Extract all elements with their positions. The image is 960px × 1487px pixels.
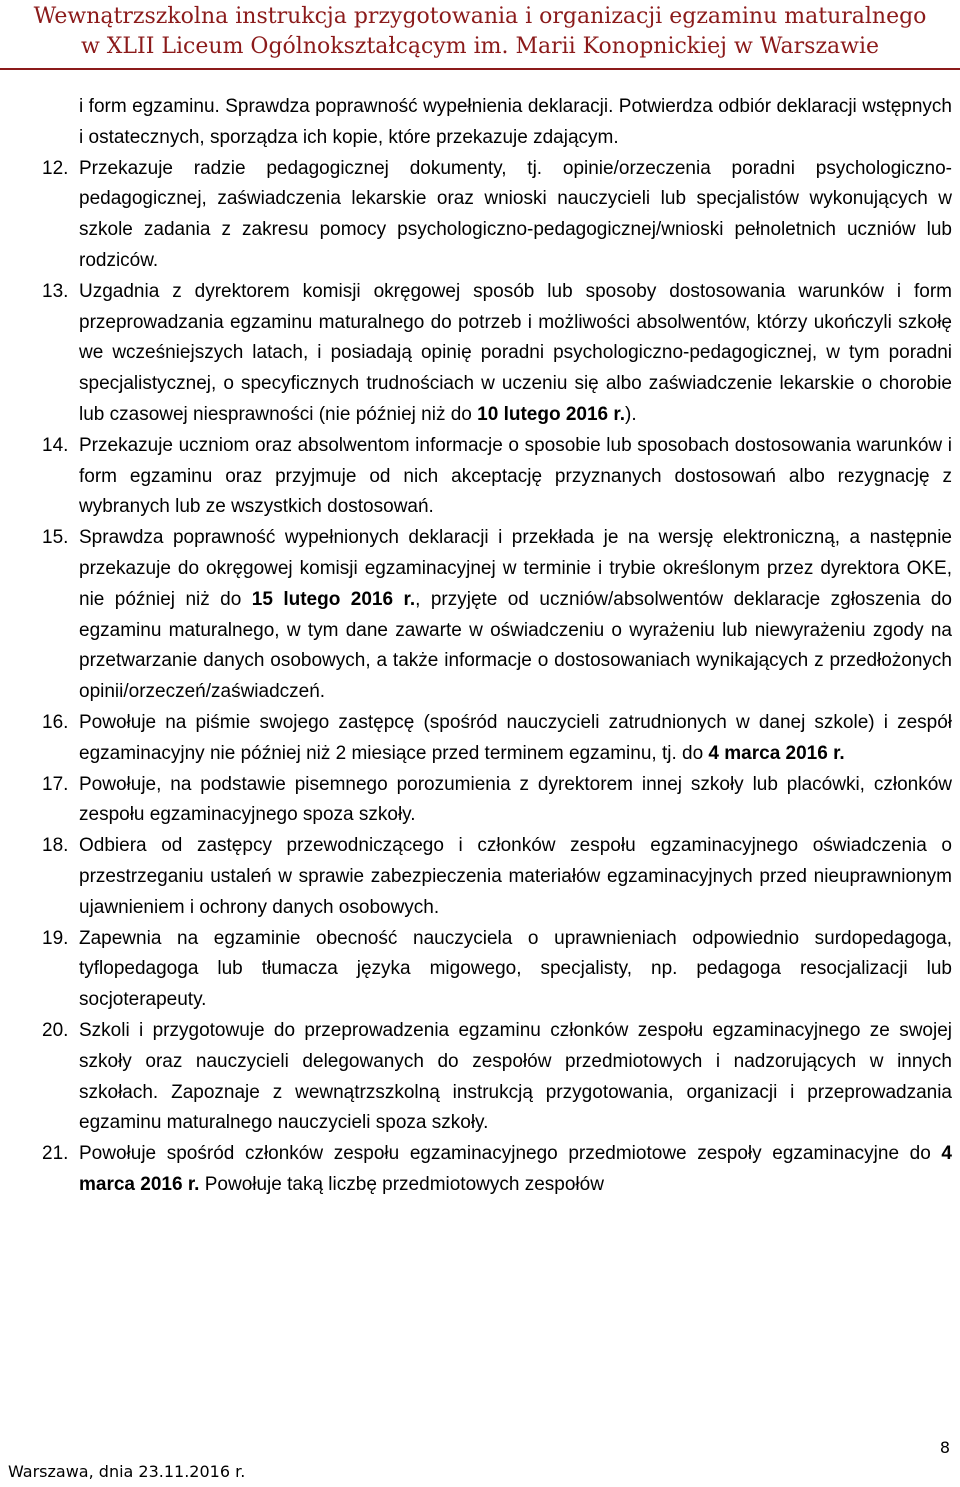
item-number: 12. [42, 157, 69, 179]
item-number: 18. [42, 835, 69, 857]
list-item-16 [42, 708, 952, 770]
footer-date: Warszawa, dnia 23.11.2016 r. [8, 1462, 246, 1481]
document-body [42, 92, 952, 1201]
item-text: Powołuje, na podstawie pisemnego porozumienia z dyrektorem innej szkoły lub placówki, członków zespołu egzaminacyjnego spoza szkoły. [79, 773, 952, 826]
item-text: Zapewnia na egzaminie obecność nauczyciela o uprawnieniach odpowiednio surdopedagoga, tyflopedagoga lub tłumacza języka migowego, specjalisty, np. pedagoga resocjalizacji lub socjoterapeuty. [79, 927, 952, 1011]
item-text: Przekazuje uczniom oraz absolwentom informacje o sposobie lub sposobach dostosowania warunków i form egzaminu oraz przyjmuje od nich akceptację przyznanych dostosowań albo rezygnację z wybranych lub ze wszystkich dostosowań. [79, 434, 952, 518]
list-item-15 [42, 523, 952, 708]
item-number: 20. [42, 1019, 69, 1041]
header-divider [0, 68, 960, 70]
continued-paragraph: i form egzaminu. Sprawdza poprawność wypełnienia deklaracji. Potwierdza odbiór deklaracji wstępnych i ostatecznych, sporządza ich kopie, które przekazuje zdającym. [79, 96, 952, 148]
item-text: Szkoli i przygotowuje do przeprowadzenia egzaminu członków zespołu egzaminacyjnego ze swojej szkoły oraz nauczycieli delegowanych do zespołów przedmiotowych i nadzorujących w innych szkołach. Zapoznaje z wewnątrzszkolną instrukcją przygotowania, organizacji i przeprowadzania egzaminu maturalnego nauczycieli spoza szkoły. [79, 1019, 952, 1134]
item-text-end: Powołuje taką liczbę przedmiotowych zespołów [199, 1173, 604, 1195]
page-header [0, 0, 960, 72]
item-number: 15. [42, 527, 69, 549]
item-number: 17. [42, 773, 69, 795]
header-title-line2: w XLII Liceum Ogólnokształcącym im. Marii Konopnickiej w Warszawie [80, 34, 880, 59]
list-item-13 [42, 277, 952, 431]
item-text: Powołuje na piśmie swojego zastępcę (spośród nauczycieli zatrudnionych w danej szkole) i zespół egzaminacyjny nie później niż 2 miesiące przed terminem egzaminu, tj. do [79, 711, 952, 764]
item-number: 21. [42, 1143, 69, 1165]
deadline-date: 15 lutego 2016 r. [251, 588, 416, 610]
item-text-end: , przyjęte od uczniów/absolwentów deklaracje zgłoszenia do egzaminu maturalnego, w tym dane zawarte w oświadczeniu o wyrażeniu lub niewyrażeniu zgody na przetwarzanie danych osobowych, a także informacje o dostosowaniach wynikających z przedłożonych opinii/orzeczeń/zaświadczeń. [79, 588, 952, 703]
deadline-date: 10 lutego 2016 r. [477, 403, 626, 425]
deadline-date: 4 marca 2016 r. [708, 742, 845, 764]
item-text: Przekazuje radzie pedagogicznej dokumenty, tj. opinie/orzeczenia poradni psychologiczno-pedagogicznej, zaświadczenia lekarskie oraz wnioski nauczycieli lub specjalistów wykonujących w szkole zadania z zakresu pomocy psychologiczno-pedagogicznej/wnioski pełnoletnich uczniów lub rodziców. [79, 157, 952, 271]
list-item-21 [42, 1139, 952, 1201]
header-title-line1: Wewnątrzszkolna instrukcja przygotowania i organizacji egzaminu maturalnego [33, 4, 927, 29]
item-text: Odbiera od zastępcy przewodniczącego i członków zespołu egzaminacyjnego oświadczenia o przestrzeganiu ustaleń w sprawie zabezpieczenia materiałów egzaminacyjnych przed nieuprawnionym ujawnieniem i ochrony danych osobowych. [79, 835, 952, 918]
item-number: 19. [42, 927, 69, 949]
item-number: 16. [42, 711, 69, 733]
list-item-18 [42, 831, 952, 923]
item-number: 14. [42, 434, 69, 456]
item-text: Uzgadnia z dyrektorem komisji okręgowej sposób lub sposoby dostosowania warunków i form przeprowadzania egzaminu maturalnego do potrzeb i możliwości absolwentów, którzy ukończyli szkołę we wcześniejszych latach, i posiadają opinię poradni psychologiczno-pedagogicznej, w tym poradni specjalistycznej, o specyficznych trudnościach w uczeniu się albo zaświadczenie lekarskie o chorobie lub czasowej niesprawności (nie później niż do [79, 280, 952, 425]
list-item-12 [42, 154, 952, 277]
item-text: Sprawdza poprawność wypełnionych deklaracji i przekłada je na wersję elektroniczną, a następnie przekazuje do okręgowej komisji egzaminacyjnej w terminie i trybie określonym przez dyrektora OKE, nie później niż do [79, 527, 952, 610]
list-item-19 [42, 924, 952, 1016]
list-item-17 [42, 770, 952, 832]
item-text: Powołuje spośród członków zespołu egzaminacyjnego przedmiotowe zespoły egzaminacyjne do [79, 1143, 942, 1165]
item-text-end: ). [625, 403, 637, 425]
deadline-date: 4 marca 2016 r. [79, 1143, 952, 1195]
page-number: 8 [939, 1438, 950, 1457]
list-item-20 [42, 1016, 952, 1139]
list-item-14 [42, 431, 952, 523]
item-number: 13. [42, 280, 69, 302]
